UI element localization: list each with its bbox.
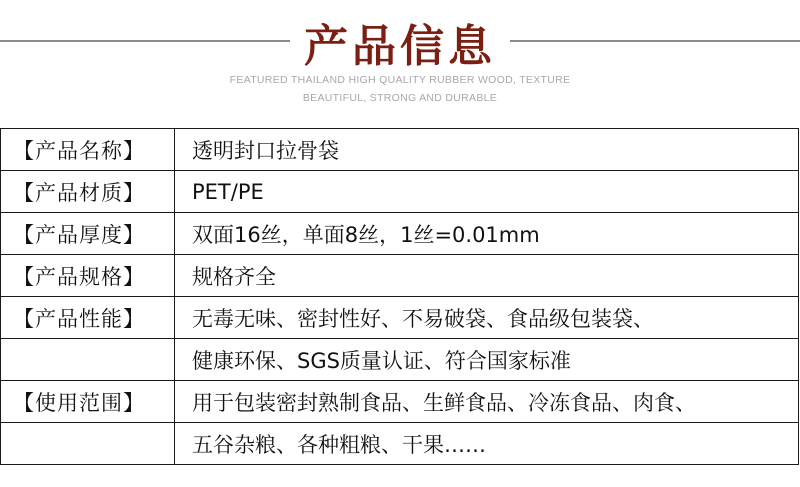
product-spec-table: [0, 128, 799, 465]
row-value: 透明封口拉骨袋: [175, 129, 799, 171]
row-value: 无毒无味、密封性好、不易破袋、食品级包装袋、: [175, 297, 799, 339]
subtitle-line-1: FEATURED THAILAND HIGH QUALITY RUBBER WOOD, TEXTURE: [229, 74, 571, 86]
row-label: [1, 339, 175, 381]
section-header: [0, 0, 800, 125]
row-value: 规格齐全: [175, 255, 799, 297]
row-value: 五谷杂粮、各种粗粮、干果……: [175, 423, 799, 465]
table-row: [1, 213, 799, 255]
row-label: 【使用范围】: [1, 381, 175, 423]
row-label: 【产品名称】: [1, 129, 175, 171]
header-divider-right: [510, 40, 800, 42]
table-row: [1, 339, 799, 381]
table-row: [1, 423, 799, 465]
table-row: [1, 255, 799, 297]
row-label: 【产品性能】: [1, 297, 175, 339]
row-value: 健康环保、SGS质量认证、符合国家标准: [175, 339, 799, 381]
row-value: 双面16丝，单面8丝，1丝=0.01mm: [175, 213, 799, 255]
row-value: 用于包装密封熟制食品、生鲜食品、冷冻食品、肉食、: [175, 381, 799, 423]
row-label: 【产品材质】: [1, 171, 175, 213]
row-label: [1, 423, 175, 465]
row-value: PET/PE: [175, 171, 799, 213]
table-row: [1, 297, 799, 339]
page-title: 产品信息: [304, 21, 496, 72]
table-row: [1, 129, 799, 171]
header-divider-left: [0, 40, 290, 42]
table-row: [1, 171, 799, 213]
subtitle-line-2: BEAUTIFUL, STRONG AND DURABLE: [302, 92, 498, 104]
table-row: [1, 381, 799, 423]
row-label: 【产品厚度】: [1, 213, 175, 255]
row-label: 【产品规格】: [1, 255, 175, 297]
